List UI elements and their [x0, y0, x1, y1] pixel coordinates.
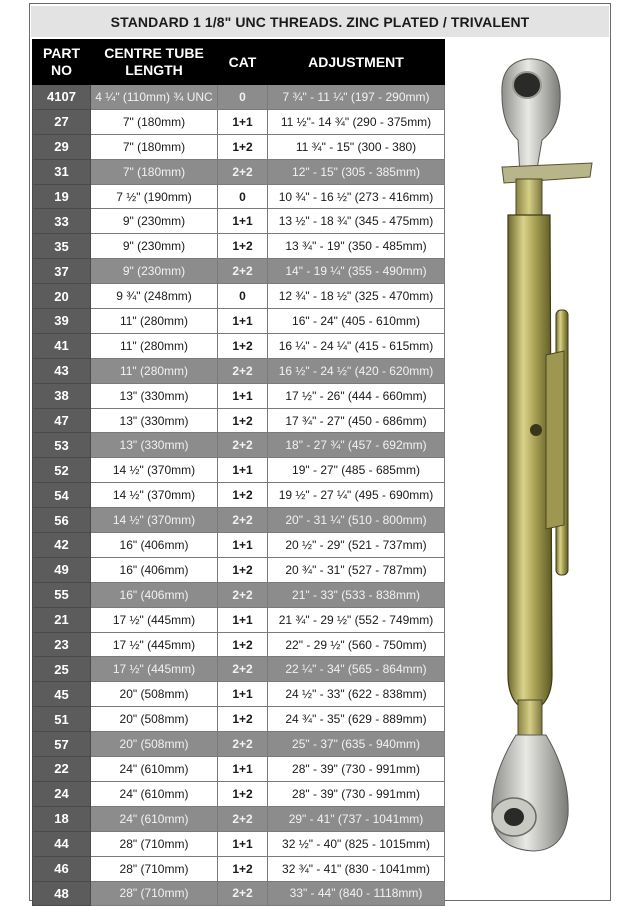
adjustment-cell: 33" - 44" (840 - 1118mm) — [268, 881, 445, 906]
cat-cell: 1+1 — [218, 607, 268, 632]
centre-tube-length-cell: 20" (508mm) — [91, 707, 218, 732]
adjustment-cell: 17 ½" - 26" (444 - 660mm) — [268, 383, 445, 408]
part-no-cell: 33 — [33, 209, 91, 234]
centre-tube-length-cell: 16" (406mm) — [91, 582, 218, 607]
cat-cell: 1+1 — [218, 831, 268, 856]
cat-cell: 1+1 — [218, 533, 268, 558]
centre-tube-length-cell: 4 ¼" (110mm) ¾ UNC — [91, 85, 218, 110]
cat-cell: 2+2 — [218, 881, 268, 906]
table-row — [33, 657, 445, 682]
adjustment-cell: 17 ¾" - 27" (450 - 686mm) — [268, 408, 445, 433]
cat-cell: 2+2 — [218, 508, 268, 533]
part-no-cell: 54 — [33, 483, 91, 508]
cat-cell: 2+2 — [218, 657, 268, 682]
part-no-cell: 20 — [33, 284, 91, 309]
adjustment-cell: 16" - 24" (405 - 610mm) — [268, 309, 445, 334]
adjustment-cell: 32 ½" - 40" (825 - 1015mm) — [268, 831, 445, 856]
centre-tube-length-cell: 24" (610mm) — [91, 806, 218, 831]
adjustment-cell: 16 ¼" - 24 ¼" (415 - 615mm) — [268, 333, 445, 358]
centre-tube-length-cell: 13" (330mm) — [91, 383, 218, 408]
part-no-cell: 38 — [33, 383, 91, 408]
table-row — [33, 707, 445, 732]
cat-cell: 2+2 — [218, 259, 268, 284]
table-row — [33, 408, 445, 433]
adjustment-cell: 12" - 15" (305 - 385mm) — [268, 159, 445, 184]
cat-cell: 1+2 — [218, 632, 268, 657]
spec-table — [32, 39, 445, 906]
table-row — [33, 134, 445, 159]
part-no-cell: 42 — [33, 533, 91, 558]
centre-tube-length-cell: 20" (508mm) — [91, 732, 218, 757]
part-no-cell: 43 — [33, 358, 91, 383]
table-row — [33, 209, 445, 234]
part-no-cell: 51 — [33, 707, 91, 732]
part-no-cell: 37 — [33, 259, 91, 284]
centre-tube-length-cell: 17 ½" (445mm) — [91, 632, 218, 657]
part-no-cell: 24 — [33, 781, 91, 806]
cat-cell: 1+2 — [218, 781, 268, 806]
part-no-cell: 56 — [33, 508, 91, 533]
adjustment-cell: 29" - 41" (737 - 1041mm) — [268, 806, 445, 831]
table-row — [33, 309, 445, 334]
cat-cell: 1+2 — [218, 234, 268, 259]
cat-cell: 1+1 — [218, 109, 268, 134]
cat-cell: 2+2 — [218, 433, 268, 458]
part-no-cell: 4107 — [33, 85, 91, 110]
centre-tube-length-cell: 16" (406mm) — [91, 533, 218, 558]
centre-tube-length-cell: 14 ½" (370mm) — [91, 508, 218, 533]
cat-cell: 2+2 — [218, 806, 268, 831]
adjustment-cell: 18" - 27 ¾" (457 - 692mm) — [268, 433, 445, 458]
centre-tube-length-cell: 7" (180mm) — [91, 159, 218, 184]
adjustment-cell: 7 ¾" - 11 ¼" (197 - 290mm) — [268, 85, 445, 110]
grease-hole — [530, 424, 542, 436]
table-row — [33, 682, 445, 707]
centre-tube-length-cell: 14 ½" (370mm) — [91, 458, 218, 483]
centre-tube-length-cell: 7 ½" (190mm) — [91, 184, 218, 209]
part-no-cell: 53 — [33, 433, 91, 458]
cat-cell: 1+2 — [218, 483, 268, 508]
table-header-row — [33, 40, 445, 85]
main-tube — [508, 215, 552, 705]
table-row — [33, 383, 445, 408]
centre-tube-length-cell: 28" (710mm) — [91, 831, 218, 856]
centre-tube-length-cell: 7" (180mm) — [91, 109, 218, 134]
table-row — [33, 483, 445, 508]
side-plate — [546, 351, 564, 529]
part-no-cell: 25 — [33, 657, 91, 682]
upper-thread — [516, 179, 542, 219]
table-row — [33, 881, 445, 906]
table-row — [33, 184, 445, 209]
header-centre-tube-length: CENTRE TUBE LENGTH — [91, 40, 218, 85]
centre-tube-length-cell: 28" (710mm) — [91, 881, 218, 906]
part-no-cell: 23 — [33, 632, 91, 657]
table-row — [33, 757, 445, 782]
lower-thread — [518, 700, 542, 740]
bottom-eye-hole — [504, 808, 524, 826]
centre-tube-length-cell: 24" (610mm) — [91, 757, 218, 782]
adjustment-cell: 32 ¾" - 41" (830 - 1041mm) — [268, 856, 445, 881]
adjustment-cell: 12 ¾" - 18 ½" (325 - 470mm) — [268, 284, 445, 309]
table-row — [33, 333, 445, 358]
header-adjustment: ADJUSTMENT — [268, 40, 445, 85]
cat-cell: 1+2 — [218, 134, 268, 159]
adjustment-cell: 20" - 31 ¼" (510 - 800mm) — [268, 508, 445, 533]
part-no-cell: 44 — [33, 831, 91, 856]
table-row — [33, 259, 445, 284]
adjustment-cell: 21 ¾" - 29 ½" (552 - 749mm) — [268, 607, 445, 632]
adjustment-cell: 19" - 27" (485 - 685mm) — [268, 458, 445, 483]
adjustment-cell: 22" - 29 ½" (560 - 750mm) — [268, 632, 445, 657]
cat-cell: 0 — [218, 184, 268, 209]
cat-cell: 1+1 — [218, 682, 268, 707]
centre-tube-length-cell: 17 ½" (445mm) — [91, 657, 218, 682]
centre-tube-length-cell: 24" (610mm) — [91, 781, 218, 806]
centre-tube-length-cell: 9" (230mm) — [91, 209, 218, 234]
part-no-cell: 52 — [33, 458, 91, 483]
adjustment-cell: 16 ½" - 24 ½" (420 - 620mm) — [268, 358, 445, 383]
part-no-cell: 57 — [33, 732, 91, 757]
centre-tube-length-cell: 16" (406mm) — [91, 557, 218, 582]
centre-tube-length-cell: 17 ½" (445mm) — [91, 607, 218, 632]
adjustment-cell: 28" - 39" (730 - 991mm) — [268, 781, 445, 806]
cat-cell: 1+1 — [218, 309, 268, 334]
table-row — [33, 607, 445, 632]
header-cat: CAT — [218, 40, 268, 85]
table-row — [33, 557, 445, 582]
table-row — [33, 533, 445, 558]
cat-cell: 0 — [218, 284, 268, 309]
table-row — [33, 831, 445, 856]
adjustment-cell: 24 ½" - 33" (622 - 838mm) — [268, 682, 445, 707]
adjustment-cell: 11 ½"- 14 ¾" (290 - 375mm) — [268, 109, 445, 134]
cat-cell: 2+2 — [218, 732, 268, 757]
centre-tube-length-cell: 14 ½" (370mm) — [91, 483, 218, 508]
table-row — [33, 109, 445, 134]
table-row — [33, 284, 445, 309]
adjustment-cell: 13 ¾" - 19" (350 - 485mm) — [268, 234, 445, 259]
part-no-cell: 48 — [33, 881, 91, 906]
part-no-cell: 21 — [33, 607, 91, 632]
centre-tube-length-cell: 13" (330mm) — [91, 408, 218, 433]
table-row — [33, 159, 445, 184]
adjustment-cell: 14" - 19 ¼" (355 - 490mm) — [268, 259, 445, 284]
centre-tube-length-cell: 11" (280mm) — [91, 309, 218, 334]
adjustment-cell: 25" - 37" (635 - 940mm) — [268, 732, 445, 757]
adjustment-cell: 21" - 33" (533 - 838mm) — [268, 582, 445, 607]
adjustment-cell: 24 ¾" - 35" (629 - 889mm) — [268, 707, 445, 732]
table-row — [33, 732, 445, 757]
part-no-cell: 18 — [33, 806, 91, 831]
table-row — [33, 234, 445, 259]
centre-tube-length-cell: 9 ¾" (248mm) — [91, 284, 218, 309]
top-eye-hole — [513, 72, 541, 98]
part-no-cell: 41 — [33, 333, 91, 358]
part-no-cell: 31 — [33, 159, 91, 184]
part-no-cell: 19 — [33, 184, 91, 209]
table-row — [33, 85, 445, 110]
centre-tube-length-cell: 28" (710mm) — [91, 856, 218, 881]
cat-cell: 2+2 — [218, 358, 268, 383]
part-no-cell: 46 — [33, 856, 91, 881]
adjustment-cell: 22 ¼" - 34" (565 - 864mm) — [268, 657, 445, 682]
table-row — [33, 433, 445, 458]
cat-cell: 0 — [218, 85, 268, 110]
part-no-cell: 35 — [33, 234, 91, 259]
centre-tube-length-cell: 9" (230mm) — [91, 259, 218, 284]
table-row — [33, 781, 445, 806]
cat-cell: 1+2 — [218, 408, 268, 433]
adjustment-cell: 10 ¾" - 16 ½" (273 - 416mm) — [268, 184, 445, 209]
part-no-cell: 45 — [33, 682, 91, 707]
cat-cell: 1+1 — [218, 458, 268, 483]
cat-cell: 1+2 — [218, 707, 268, 732]
cat-cell: 1+1 — [218, 757, 268, 782]
part-no-cell: 29 — [33, 134, 91, 159]
table-row — [33, 632, 445, 657]
adjustment-cell: 20 ¾" - 31" (527 - 787mm) — [268, 557, 445, 582]
header-part-no: PART NO — [33, 40, 91, 85]
cat-cell: 1+2 — [218, 856, 268, 881]
table-body — [33, 85, 445, 906]
cat-cell: 1+1 — [218, 383, 268, 408]
adjustment-cell: 20 ½" - 29" (521 - 737mm) — [268, 533, 445, 558]
centre-tube-length-cell: 9" (230mm) — [91, 234, 218, 259]
cat-cell: 1+2 — [218, 557, 268, 582]
adjustment-cell: 13 ½" - 18 ¾" (345 - 475mm) — [268, 209, 445, 234]
part-no-cell: 27 — [33, 109, 91, 134]
centre-tube-length-cell: 11" (280mm) — [91, 333, 218, 358]
cat-cell: 2+2 — [218, 159, 268, 184]
top-link-photo — [472, 55, 602, 855]
cat-cell: 2+2 — [218, 582, 268, 607]
table-row — [33, 458, 445, 483]
centre-tube-length-cell: 11" (280mm) — [91, 358, 218, 383]
page-title: STANDARD 1 1/8" UNC THREADS. ZINC PLATED / TRIVALENT — [31, 6, 609, 37]
part-no-cell: 22 — [33, 757, 91, 782]
part-no-cell: 55 — [33, 582, 91, 607]
table-row — [33, 508, 445, 533]
cat-cell: 1+1 — [218, 209, 268, 234]
centre-tube-length-cell: 20" (508mm) — [91, 682, 218, 707]
centre-tube-length-cell: 13" (330mm) — [91, 433, 218, 458]
adjustment-cell: 28" - 39" (730 - 991mm) — [268, 757, 445, 782]
part-no-cell: 39 — [33, 309, 91, 334]
adjustment-cell: 19 ½" - 27 ¼" (495 - 690mm) — [268, 483, 445, 508]
table-row — [33, 806, 445, 831]
table-row — [33, 358, 445, 383]
part-no-cell: 49 — [33, 557, 91, 582]
centre-tube-length-cell: 7" (180mm) — [91, 134, 218, 159]
part-no-cell: 47 — [33, 408, 91, 433]
table-row — [33, 582, 445, 607]
cat-cell: 1+2 — [218, 333, 268, 358]
adjustment-cell: 11 ¾" - 15" (300 - 380) — [268, 134, 445, 159]
table-row — [33, 856, 445, 881]
